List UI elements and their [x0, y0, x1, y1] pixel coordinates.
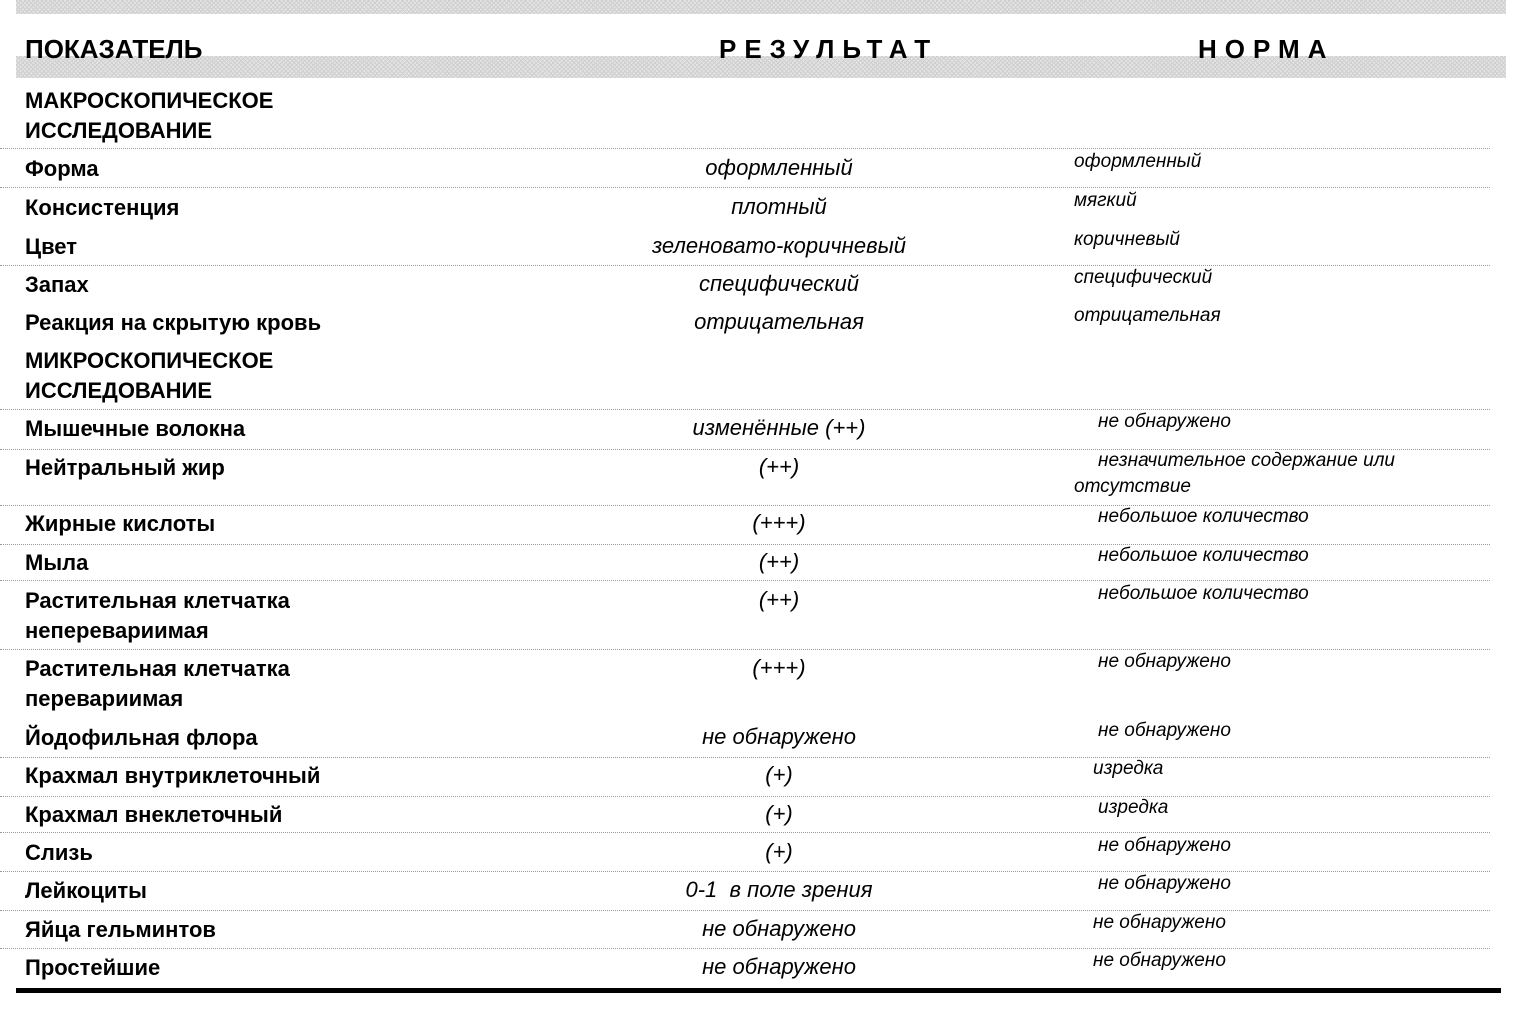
- table-row: [0, 872, 1490, 911]
- parameter-label: Простейшие: [25, 955, 161, 980]
- norm-value: не обнаружено: [1098, 411, 1231, 432]
- table-bottom-rule: [16, 988, 1501, 993]
- section-macro-line2: ИССЛЕДОВАНИЕ: [25, 118, 212, 143]
- table-row: [0, 911, 1490, 949]
- table-row: [0, 410, 1490, 450]
- parameter-label: Реакция на скрытую кровь: [25, 310, 322, 335]
- result-value: (++): [758, 454, 800, 479]
- parameter-label-line1: Растительная клетчатка: [25, 588, 290, 613]
- table-row: [0, 149, 1490, 188]
- result-value: (++): [758, 587, 800, 612]
- section-macro-row: [0, 82, 1490, 149]
- table-row: [0, 226, 1490, 266]
- norm-value: небольшое количество: [1098, 583, 1309, 604]
- norm-value: не обнаружено: [1098, 651, 1231, 672]
- norm-value: не обнаружено: [1098, 720, 1231, 741]
- section-macro-title: [25, 86, 273, 146]
- parameter-label: Яйца гельминтов: [25, 917, 216, 942]
- result-value: (+++): [752, 510, 806, 535]
- norm-value: не обнаружено: [1098, 835, 1231, 856]
- result-value: зеленовато-коричневый: [651, 233, 907, 258]
- table-row: [0, 545, 1490, 581]
- table-row: [0, 758, 1490, 797]
- parameter-label: Консистенция: [25, 195, 180, 220]
- result-value: отрицательная: [694, 309, 864, 334]
- parameter-label: Цвет: [25, 234, 78, 259]
- result-value: специфический: [698, 271, 859, 296]
- result-value: (++): [758, 549, 800, 574]
- section-micro-line1: МИКРОСКОПИЧЕСКОЕ: [25, 348, 274, 373]
- table-row: [0, 650, 1490, 718]
- table-header: [16, 14, 1506, 64]
- header-result: РЕЗУЛЬТАТ: [719, 34, 939, 64]
- norm-value: оформленный: [1074, 151, 1202, 172]
- header-parameter: ПОКАЗАТЕЛЬ: [25, 34, 203, 64]
- norm-value: небольшое количество: [1098, 506, 1309, 527]
- norm-value: мягкий: [1074, 190, 1137, 211]
- table-row: [0, 719, 1490, 758]
- parameter-label: Жирные кислоты: [25, 511, 216, 536]
- parameter-label: Слизь: [25, 840, 93, 865]
- result-value: не обнаружено: [702, 954, 856, 979]
- result-value: плотный: [731, 194, 827, 219]
- result-value: (+): [765, 801, 793, 826]
- norm-value-continued: отсутствие: [1074, 476, 1191, 497]
- section-micro-row: [0, 342, 1490, 410]
- norm-value: не обнаружено: [1093, 950, 1226, 971]
- parameter-label: Нейтральный жир: [25, 455, 225, 480]
- norm-value: отрицательная: [1074, 305, 1221, 326]
- parameter-label: Форма: [25, 156, 99, 181]
- norm-value: незначительное содержание или: [1098, 450, 1395, 471]
- norm-value: не обнаружено: [1093, 912, 1226, 933]
- header-norm: НОРМА: [1198, 34, 1335, 64]
- parameter-label-line1: Растительная клетчатка: [25, 656, 290, 681]
- section-macro-line1: МАКРОСКОПИЧЕСКОЕ: [25, 88, 274, 113]
- header-top-stripe: [16, 0, 1506, 14]
- parameter-label: Лейкоциты: [25, 878, 147, 903]
- parameter-label-line2: неперевариимая: [25, 618, 209, 643]
- parameter-label: [25, 654, 290, 714]
- table-row: [0, 506, 1490, 545]
- table-row: [0, 949, 1490, 987]
- result-value: (+++): [752, 655, 806, 680]
- table-row: [0, 581, 1490, 650]
- parameter-label: Йодофильная флора: [25, 725, 258, 750]
- table-row: [0, 188, 1490, 226]
- table-row: [0, 450, 1490, 506]
- section-micro-title: [25, 346, 273, 406]
- norm-value: изредка: [1098, 797, 1169, 818]
- result-value: (+): [765, 762, 793, 787]
- result-value: 0-1 в поле зрения: [685, 877, 873, 902]
- parameter-label: Мышечные волокна: [25, 416, 246, 441]
- parameter-label: Запах: [25, 272, 89, 297]
- result-value: оформленный: [705, 155, 853, 180]
- analysis-table: [16, 0, 1506, 78]
- table-row: [0, 304, 1490, 342]
- parameter-label: Мыла: [25, 550, 89, 575]
- result-value: (+): [765, 839, 793, 864]
- table-row: [0, 266, 1490, 304]
- norm-value: специфический: [1074, 267, 1213, 288]
- norm-value: коричневый: [1074, 229, 1180, 250]
- norm-value: изредка: [1093, 758, 1164, 779]
- result-value: не обнаружено: [702, 916, 856, 941]
- result-value: изменённые (++): [692, 415, 866, 440]
- table-row: [0, 797, 1490, 833]
- table-row: [0, 833, 1490, 872]
- section-micro-line2: ИССЛЕДОВАНИЕ: [25, 378, 212, 403]
- parameter-label: Крахмал внеклеточный: [25, 802, 283, 827]
- parameter-label: [25, 586, 290, 646]
- parameter-label: Крахмал внутриклеточный: [25, 763, 321, 788]
- result-value: не обнаружено: [702, 724, 856, 749]
- norm-value: не обнаружено: [1098, 873, 1231, 894]
- norm-value: небольшое количество: [1098, 545, 1309, 566]
- parameter-label-line2: перевариимая: [25, 686, 184, 711]
